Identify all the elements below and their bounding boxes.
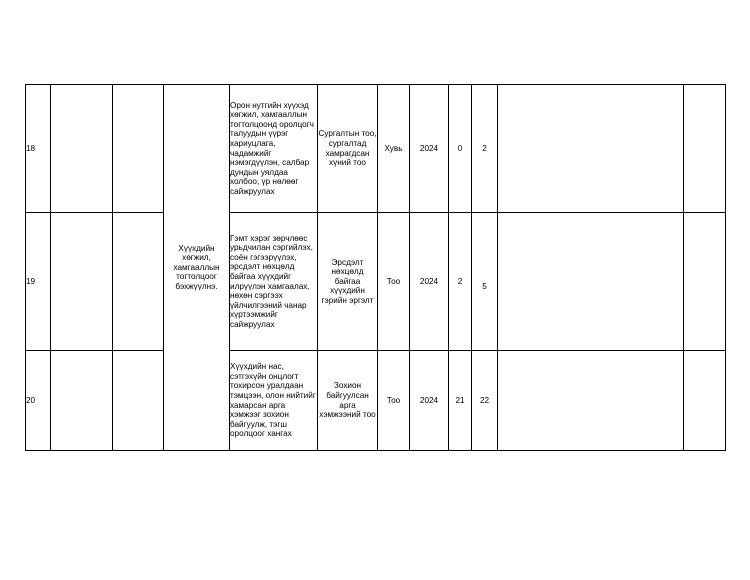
table-row (26, 85, 726, 213)
year-cell: 2024 (410, 213, 449, 351)
activity-text: Гэмт хэрэг зөрчлөөс урьдчилан сэргийлэх, соён гэгээрүүлэх, эрсдэлт нөхцөлд байгаа хүүхдийг илрүүлэн хамгаалах, нөхөн сэргээх үйлчилгээний чанар хүртээмжийг сайжруулах (230, 233, 313, 329)
empty-cell (498, 351, 684, 451)
plan-table (25, 84, 726, 451)
empty-cell (113, 351, 164, 451)
empty-cell (51, 213, 113, 351)
empty-cell (498, 213, 684, 351)
empty-cell (51, 351, 113, 451)
year-cell: 2024 (410, 351, 449, 451)
baseline-cell: 0 (449, 85, 472, 213)
empty-cell (498, 85, 684, 213)
indicator-text: Эрсдэлт нөхцөлд байгаа хүүхдийн гэрийн эргэлт (321, 257, 374, 305)
indicator-cell (318, 351, 378, 451)
empty-cell (113, 213, 164, 351)
empty-cell (113, 85, 164, 213)
target-cell: 2 (472, 85, 498, 213)
activity-cell (230, 85, 318, 213)
empty-cell (684, 213, 726, 351)
indicator-text: Зохион байгуулсан арга хэмжээний тоо (319, 381, 376, 420)
unit-cell: Хувь (378, 85, 410, 213)
table-row (26, 351, 726, 451)
activity-text: Хүүхдийн нас, сэтгэхүйн онцлогт тохирсон уралдаан тэмцээн, олон нийтийг хамарсан арга хэмжээг зохион байгуулж, тэгш оролцоог хангах (230, 362, 316, 439)
year-cell: 2024 (410, 85, 449, 213)
table-row (26, 213, 726, 351)
target-cell: 22 (472, 351, 498, 451)
empty-cell (684, 351, 726, 451)
unit-cell: Тоо (378, 351, 410, 451)
unit-cell: Тоо (378, 213, 410, 351)
empty-cell (51, 85, 113, 213)
target-cell: 5 (472, 213, 498, 351)
row-number: 18 (26, 85, 51, 213)
indicator-text: Сургалтын тоо, сургалтад хамрагдсан хүний тоо (318, 129, 377, 168)
activity-text: Орон нутгийн хүүхэд хөгжил, хамгааллын тогтолцоонд оролцогч талуудын үүрэг хариуцлага, чадамжийг нэмэгдүүлэн, салбар дундын уялдаа холбоо, үр нөлөөг сайжруулах (230, 100, 314, 196)
baseline-cell: 21 (449, 351, 472, 451)
baseline-cell: 2 (449, 213, 472, 351)
row-number: 20 (26, 351, 51, 451)
activity-cell (230, 351, 318, 451)
goal-text: Хүүхдийн хөгжил, хамгааллын тогтолцоог бэхжүүлнэ. (173, 243, 220, 291)
activity-cell (230, 213, 318, 351)
goal-cell (164, 85, 230, 451)
row-number: 19 (26, 213, 51, 351)
indicator-cell (318, 213, 378, 351)
indicator-cell (318, 85, 378, 213)
empty-cell (684, 85, 726, 213)
